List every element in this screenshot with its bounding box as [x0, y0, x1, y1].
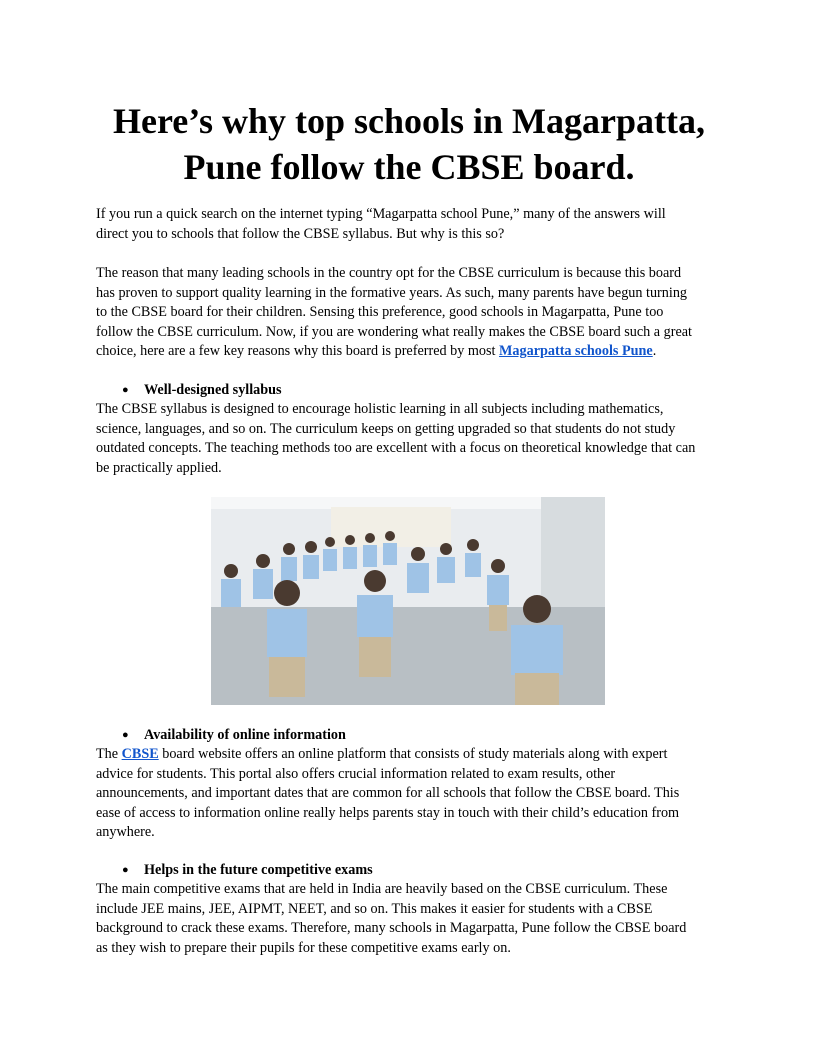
reason-line: The reason that many leading schools in the country opt for the CBSE curriculum is because this board — [96, 265, 682, 281]
page-title — [96, 98, 722, 190]
reason-line: follow the CBSE curriculum. Now, if you are wondering what really makes the CBSE board such a great — [96, 323, 692, 340]
reason-paragraph — [96, 264, 722, 362]
online-info-paragraph: The CBSE board website offers an online platform that consists of study materials along with expert advice for students. This portal also offers crucial information related to exam results, other announcements, and important dates that are common for all schools that follow the CBSE board. This ease of access to information online really helps parents stay in touch with their child’s education from anywhere. — [96, 746, 680, 840]
classroom-photo — [211, 497, 605, 705]
cbse-link[interactable]: CBSE — [121, 746, 159, 762]
competitive-exams-paragraph: The main competitive exams that are held in India are heavily based on the CBSE curriculum. These include JEE mains, JEE, AIPMT, NEET, and so on. This makes it easier for students with a CBSE background to crack these exams. Therefore, many schools in Magarpatta, Pune follow the CBSE board as they wish to prepare their pupils for these competitive exams early on. — [96, 881, 687, 956]
bullet-heading-competitive-exams: ● Helps in the future competitive exams — [144, 861, 373, 881]
title-line-1: Here’s why top schools in Magarpatta, — [113, 101, 705, 141]
bullet-dot: ● — [122, 729, 129, 741]
bullet-heading-syllabus: ● Well-designed syllabus — [144, 381, 282, 401]
title-line-2: Pune follow the CBSE board. — [183, 147, 635, 187]
reason-line: choice, here are a few key reasons why this board is preferred by most Magarpatta schools Pune. — [96, 343, 657, 359]
magarpatta-schools-link[interactable]: Magarpatta schools Pune — [499, 343, 653, 359]
students-exercising-illustration — [211, 497, 605, 705]
intro-line: If you run a quick search on the internet typing “Magarpatta school Pune,” many of the answers will — [96, 206, 666, 222]
bullet-dot: ● — [122, 384, 129, 396]
reason-line: has proven to support quality learning in the formative years. As such, many parents have begun turning — [96, 284, 688, 301]
syllabus-paragraph: The CBSE syllabus is designed to encourage holistic learning in all subjects including mathematics, science, languages, and so on. The curriculum keeps on getting upgraded so that students do not study outdated concepts. The teaching methods too are excellent with a focus on theoretical knowledge that can be practically applied. — [96, 401, 696, 476]
bullet-dot: ● — [122, 864, 129, 876]
reason-line: to the CBSE board for their children. Sensing this preference, good schools in Magarpatta, Pune too — [96, 304, 664, 320]
intro-paragraph — [96, 205, 722, 244]
bullet-heading-online-info: ● Availability of online information — [144, 726, 346, 746]
intro-line: direct you to schools that follow the CBSE syllabus. But why is this so? — [96, 225, 505, 242]
